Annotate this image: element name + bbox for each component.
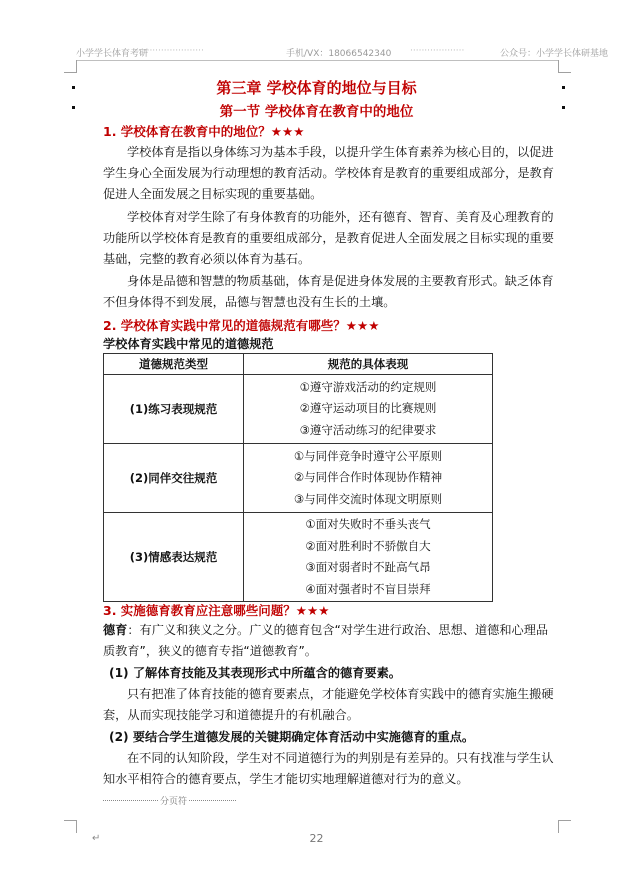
table-cell-items [244, 375, 493, 444]
q3-point-1-text: 只有把准了体育技能的德育要素点，才能避免学校体育实践中的德育实施生搬硬套，从而实现技能学习和道德提升的有机融合。 [103, 687, 554, 722]
crop-mark-top-right [558, 60, 571, 73]
norm-item: ①面对失败时不垂头丧气 [305, 517, 431, 531]
table-row [104, 444, 493, 513]
table-header-detail: 规范的具体表现 [244, 354, 493, 375]
chapter-title: 第三章 学校体育的地位与目标 [216, 79, 417, 97]
norm-item: ③与同伴交流时体现文明原则 [293, 491, 443, 506]
norm-item: ③遵守活动练习的纪律要求 [299, 422, 437, 437]
table-cell-items [244, 444, 493, 513]
header-leader-2: ··················· [410, 46, 465, 56]
question-3-heading: 3. 实施德育教育应注意哪些问题？★★★ [103, 603, 330, 618]
q3-point-1-heading: (1) 了解体育技能及其表现形式中所蕴含的德育要素。 [109, 666, 401, 680]
deyu-label: 德育 [103, 623, 128, 637]
deyu-text: ：有广义和狭义之分。广义的德育包含“对学生进行政治、思想、道德和心理品质教育”，狭义的德育专指“道德教育”。 [103, 623, 549, 658]
q2-subheading: 学校体育实践中常见的道德规范 [103, 337, 274, 351]
norm-item: ④面对强者时不盲目崇拜 [305, 581, 431, 596]
header-middle: 手机/VX：18066542340 [286, 49, 392, 59]
table-cell-type: (3)情感表达规范 [104, 513, 244, 602]
question-2-heading: 2. 学校体育实践中常见的道德规范有哪些？★★★ [103, 318, 380, 333]
moral-norms-table [103, 353, 493, 602]
norm-item: ③面对弱者时不趾高气昂 [305, 560, 431, 574]
paragraph-mark-icon: ↵ [92, 833, 101, 844]
header-right: 公众号：小学学长体研基地 [500, 49, 609, 59]
header-leader-1: ······················· [138, 46, 204, 56]
header-left: 小学学长体育考研 [76, 49, 149, 59]
q3-point-2-heading: (2) 要结合学生道德发展的关键期确定体育活动中实施德育的重点。 [109, 730, 475, 744]
norm-item: ①遵守游戏活动的约定规则 [299, 379, 437, 394]
page-break-label: 分页符 [158, 794, 189, 807]
table-cell-type: (1)练习表现规范 [104, 375, 244, 444]
q3-point-2-text: 在不同的认知阶段，学生对不同道德行为的判别是有差异的。只有找准与学生认知水平相符合的德育要点，学生才能切实地理解道德对行为的意义。 [103, 751, 554, 786]
crop-mark-top-left [64, 60, 77, 73]
table-row [104, 513, 493, 602]
page-number: 22 [309, 832, 324, 845]
table-header-type: 道德规范类型 [104, 354, 244, 375]
q3-deyu-paragraph [103, 620, 558, 662]
q1-paragraph-2: 学校体育对学生除了有身体教育的功能外，还有德育、智育、美育及心理教育的功能所以学校体育是教育的重要组成部分，是教育促进人全面发展之目标实现的重要基础，完整的教育必须以体育为基石。 [103, 210, 554, 266]
norm-item: ②面对胜利时不骄傲自大 [305, 538, 431, 553]
table-cell-type: (2)同伴交往规范 [104, 444, 244, 513]
table-row [104, 375, 493, 444]
table-cell-items [244, 513, 493, 602]
question-1-heading: 1. 学校体育在教育中的地位？★★★ [103, 124, 305, 139]
norm-item: ②与同伴合作时体现协作精神 [293, 470, 443, 485]
norm-item: ①与同伴竞争时遵守公平原则 [293, 448, 443, 463]
q1-paragraph-3: 身体是品德和智慧的物质基础，体育是促进身体发展的主要教育形式。缺乏体育不但身体得不到发展，品德与智慧也没有生长的土壤。 [103, 274, 554, 309]
header-rule [76, 60, 558, 61]
q1-paragraph-1: 学校体育是指以身体练习为基本手段，以提升学生体育素养为核心目的，以促进学生身心全面发展为行动理想的教育活动。学校体育是教育的重要组成部分，是教育促进人全面发展之目标实现的重要基础。 [103, 145, 554, 201]
norm-item: ②遵守运动项目的比赛规则 [299, 401, 437, 416]
section-title: 第一节 学校体育在教育中的地位 [219, 104, 414, 120]
table-header-row [104, 354, 493, 375]
